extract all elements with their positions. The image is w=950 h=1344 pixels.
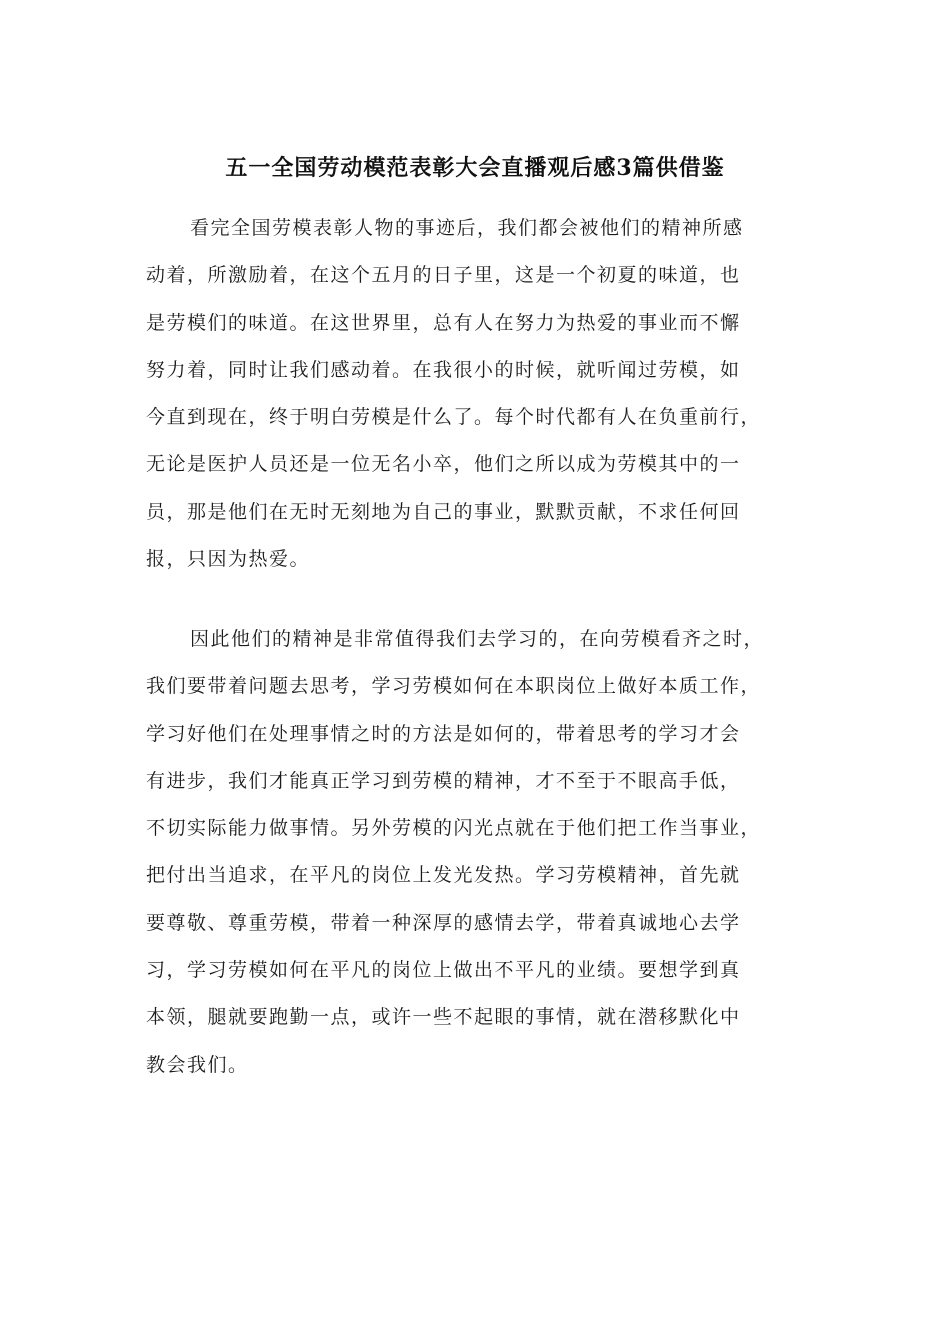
paragraph-line: 是劳模们的味道。在这世界里，总有人在努力为热爱的事业而不懈 (146, 311, 741, 334)
paragraph-line: 有进步，我们才能真正学习到劳模的精神，才不至于不眼高手低， (146, 769, 741, 792)
paragraph-line: 报，只因为热爱。 (146, 548, 311, 571)
paragraph-line: 教会我们。 (146, 1053, 249, 1076)
paragraph-line: 学习好他们在处理事情之时的方法是如何的，带着思考的学习才会 (146, 722, 741, 745)
paragraph-line: 把付出当追求，在平凡的岗位上发光发热。学习劳模精神，首先就 (146, 864, 741, 887)
paragraph-line: 本领，腿就要跑勤一点，或许一些不起眼的事情，就在潜移默化中 (146, 1006, 741, 1029)
paragraph-line: 因此他们的精神是非常值得我们去学习的，在向劳模看齐之时， (190, 628, 765, 650)
paragraph-line: 要尊敬、尊重劳模，带着一种深厚的感情去学，带着真诚地心去学 (146, 911, 741, 934)
paragraph-line: 习，学习劳模如何在平凡的岗位上做出不平凡的业绩。要想学到真 (146, 959, 741, 982)
paragraph-line: 今直到现在，终于明白劳模是什么了。每个时代都有人在负重前行， (146, 406, 762, 429)
paragraph-line: 看完全国劳模表彰人物的事迹后，我们都会被他们的精神所感 (190, 217, 744, 239)
paragraph-1 (146, 205, 761, 583)
paragraph-2 (146, 616, 764, 1089)
paragraph-line: 员，那是他们在无时无刻地为自己的事业，默默贡献，不求任何回 (146, 500, 741, 523)
paragraph-line: 不切实际能力做事情。另外劳模的闪光点就在于他们把工作当事业， (146, 817, 762, 840)
document-title: 五一全国劳动模范表彰大会直播观后感3篇供借鉴 (225, 155, 725, 181)
paragraph-line: 动着，所激励着，在这个五月的日子里，这是一个初夏的味道，也 (146, 264, 741, 287)
paragraph-line: 无论是医护人员还是一位无名小卒，他们之所以成为劳模其中的一 (146, 453, 741, 476)
paragraph-line: 我们要带着问题去思考，学习劳模如何在本职岗位上做好本质工作， (146, 675, 762, 698)
paragraph-line: 努力着，同时让我们感动着。在我很小的时候，就听闻过劳模，如 (146, 358, 741, 381)
